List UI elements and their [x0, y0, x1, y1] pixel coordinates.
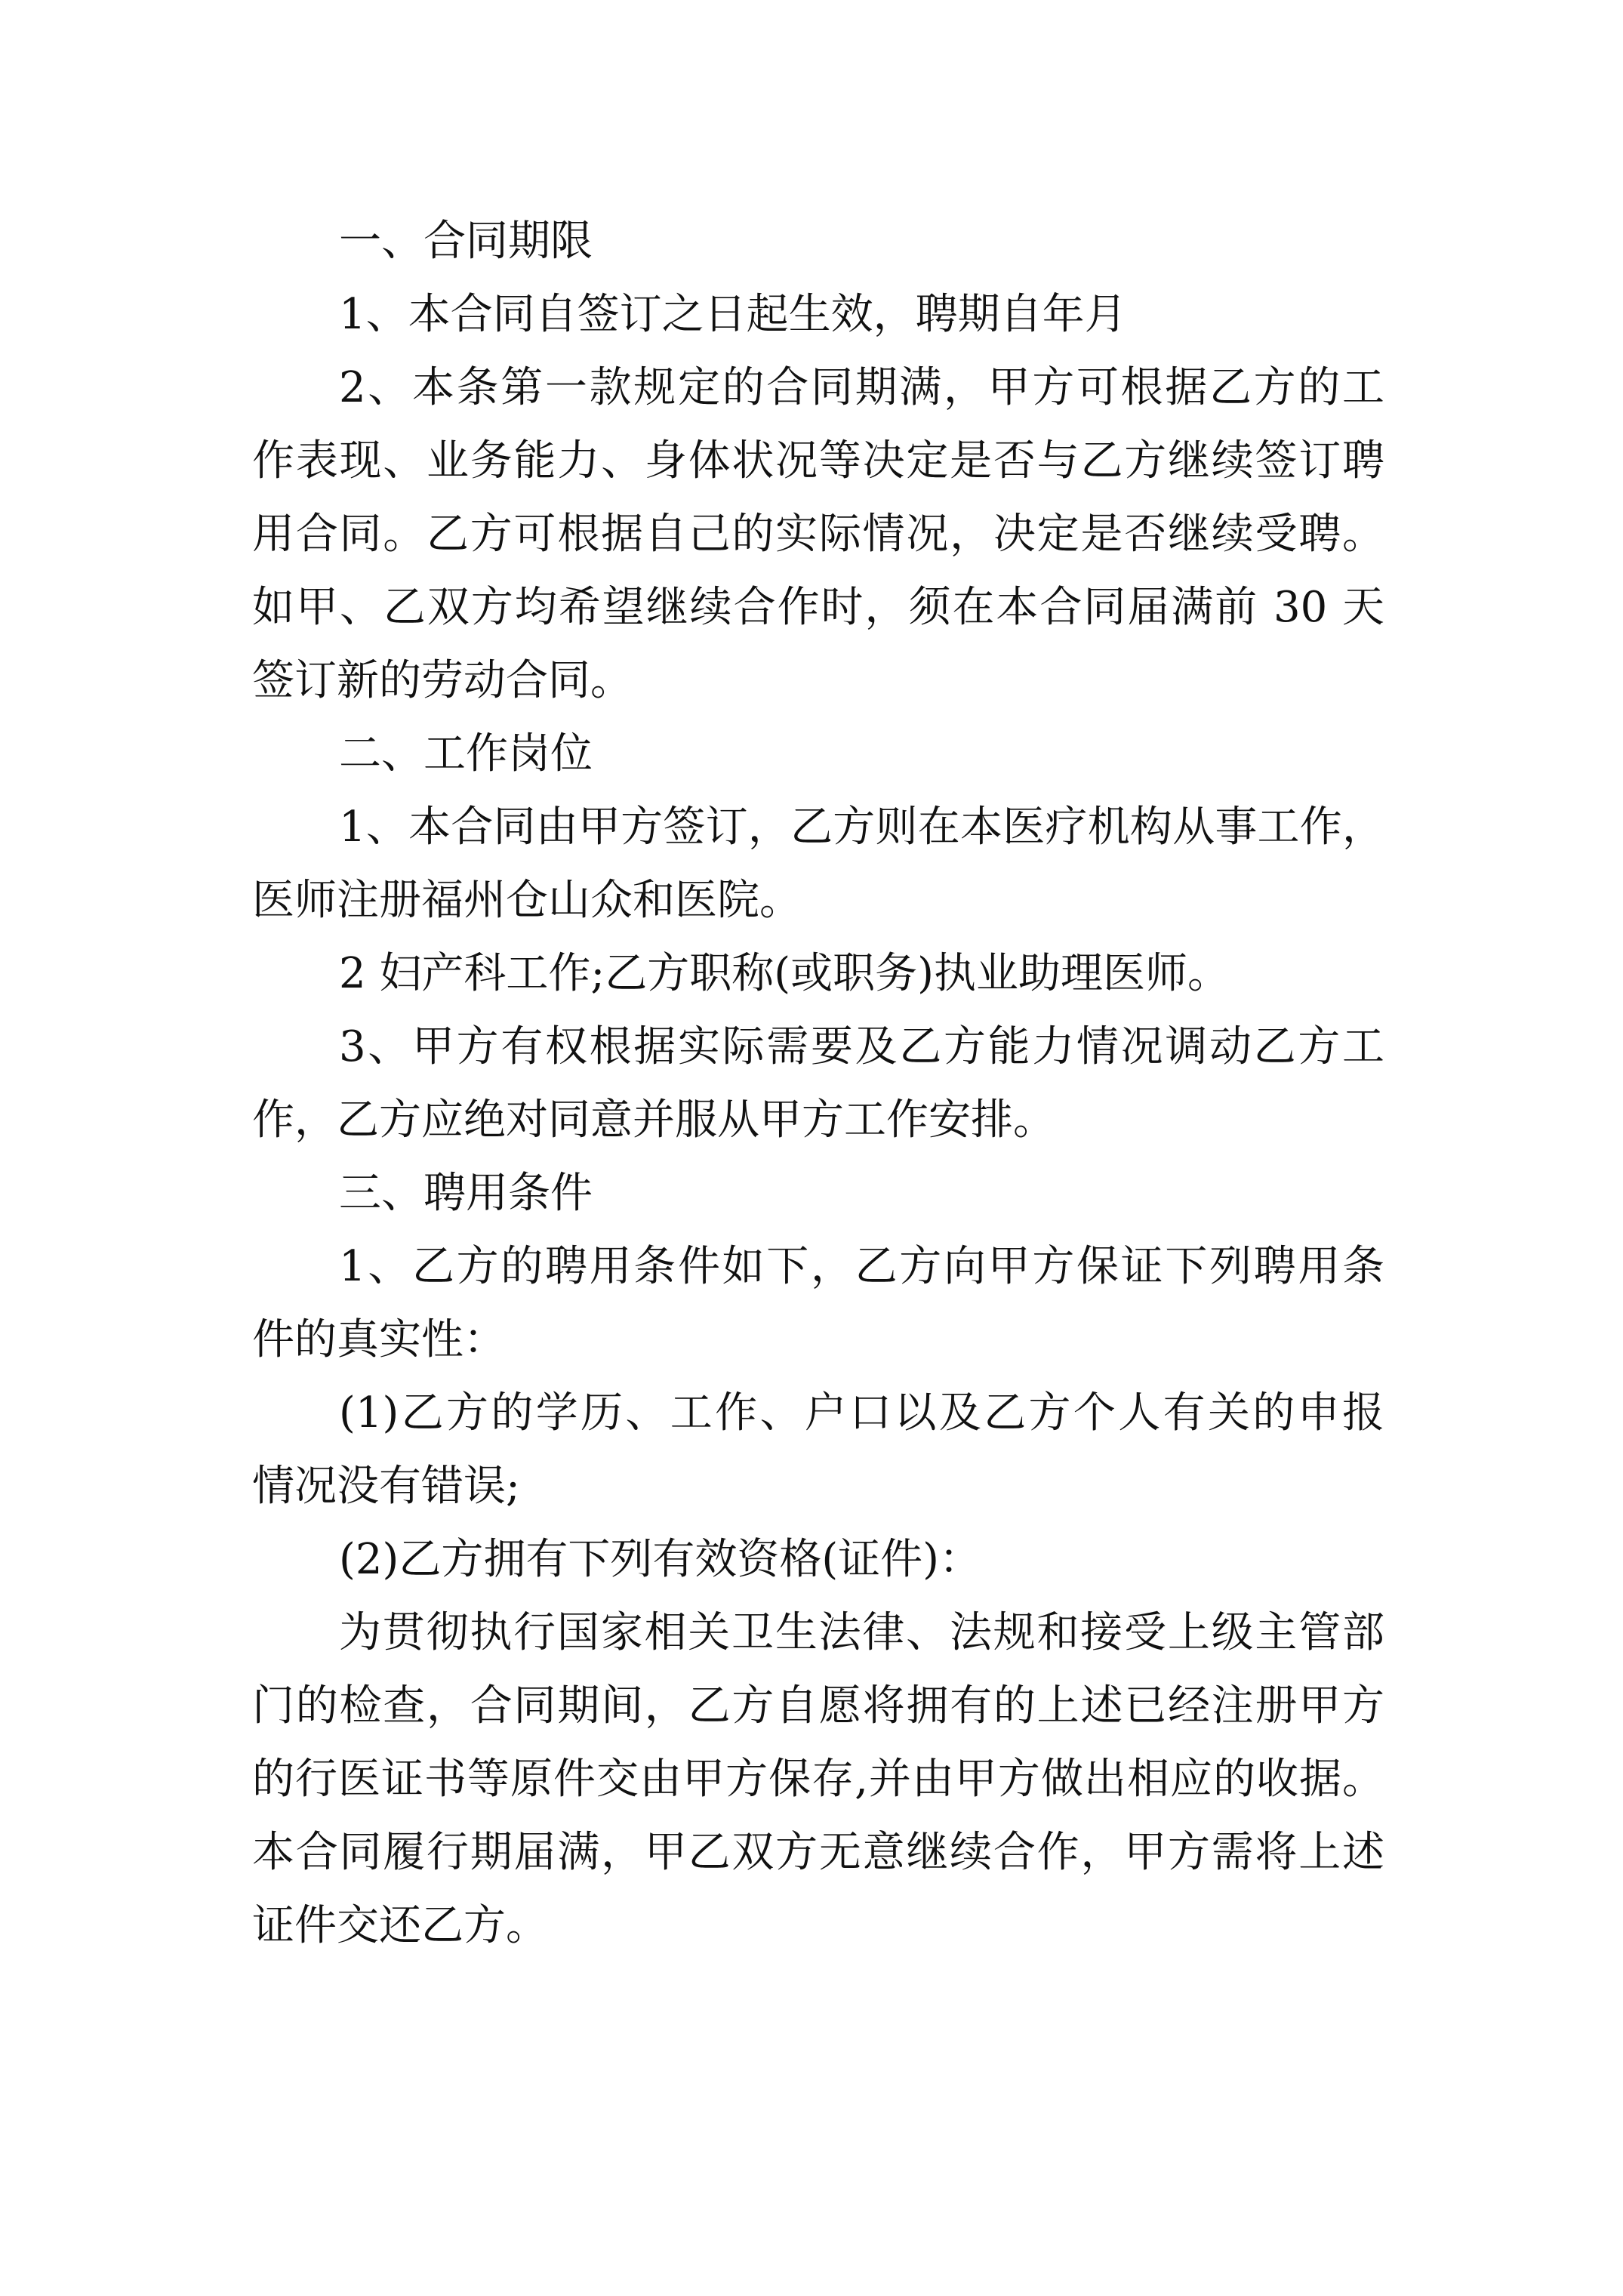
section-heading-contract-term [252, 205, 1384, 278]
paragraph-line: 医师注册福州仓山众和医院。 [252, 876, 802, 925]
clause-3-1-item-2 [252, 1523, 1384, 1596]
paragraph-line: 1、本合同自签订之日起生效，聘期自年月 [339, 290, 1127, 339]
document-body [252, 205, 1384, 1962]
paragraph-line: 情况没有错误; [252, 1462, 520, 1511]
clause-1-2 [252, 351, 1384, 717]
paragraph-line: 门的检查，合同期间，乙方自愿将拥有的上述已经注册甲方 [252, 1681, 1384, 1730]
clause-1-1 [252, 278, 1384, 351]
clause-2-3 [252, 1010, 1384, 1157]
paragraph-line: 三、聘用条件 [339, 1169, 593, 1218]
section-heading-job-position [252, 717, 1384, 791]
paragraph-line: 二、工作岗位 [339, 729, 593, 778]
paragraph-line: 如甲、乙双方均希望继续合作时，须在本合同届满前 30 天 [252, 583, 1384, 632]
paragraph-line: 3、甲方有权根据实际需要及乙方能力情况调动乙方工 [339, 1022, 1384, 1071]
clause-certificate-custody [252, 1596, 1384, 1962]
section-heading-employment-conditions [252, 1157, 1384, 1230]
paragraph-line: 签订新的劳动合同。 [252, 656, 633, 705]
paragraph-line: 的行医证书等原件交由甲方保存,并由甲方做出相应的收据。 [252, 1755, 1384, 1804]
paragraph-line: 为贯彻执行国家相关卫生法律、法规和接受上级主管部 [339, 1608, 1384, 1657]
paragraph-line: (1)乙方的学历、工作、户口以及乙方个人有关的申报 [339, 1388, 1384, 1438]
paragraph-line: 作表现、业务能力、身体状况等决定是否与乙方继续签订聘 [252, 436, 1384, 485]
paragraph-line: 1、本合同由甲方签订，乙方则在本医疗机构从事工作， [339, 803, 1384, 852]
clause-2-2 [252, 937, 1384, 1010]
paragraph-line: 一、合同期限 [339, 217, 593, 266]
paragraph-line: (2)乙方拥有下列有效资格(证件)： [339, 1535, 982, 1584]
paragraph-line: 用合同。乙方可根据自己的实际情况，决定是否继续受聘。 [252, 510, 1384, 559]
paragraph-line: 2 妇产科工作;乙方职称(或职务)执业助理医师。 [339, 949, 1230, 998]
clause-3-1-item-1 [252, 1376, 1384, 1523]
paragraph-line: 作，乙方应绝对同意并服从甲方工作安排。 [252, 1096, 1055, 1145]
paragraph-line: 1、乙方的聘用条件如下，乙方向甲方保证下列聘用条 [339, 1242, 1384, 1291]
clause-3-1 [252, 1230, 1384, 1376]
paragraph-line: 证件交还乙方。 [252, 1901, 548, 1950]
paragraph-line: 件的真实性： [252, 1315, 506, 1364]
paragraph-line: 2、本条第一款规定的合同期满，甲方可根据乙方的工 [339, 363, 1384, 412]
paragraph-line: 本合同履行期届满，甲乙双方无意继续合作，甲方需将上述 [252, 1828, 1384, 1877]
clause-2-1 [252, 791, 1384, 937]
